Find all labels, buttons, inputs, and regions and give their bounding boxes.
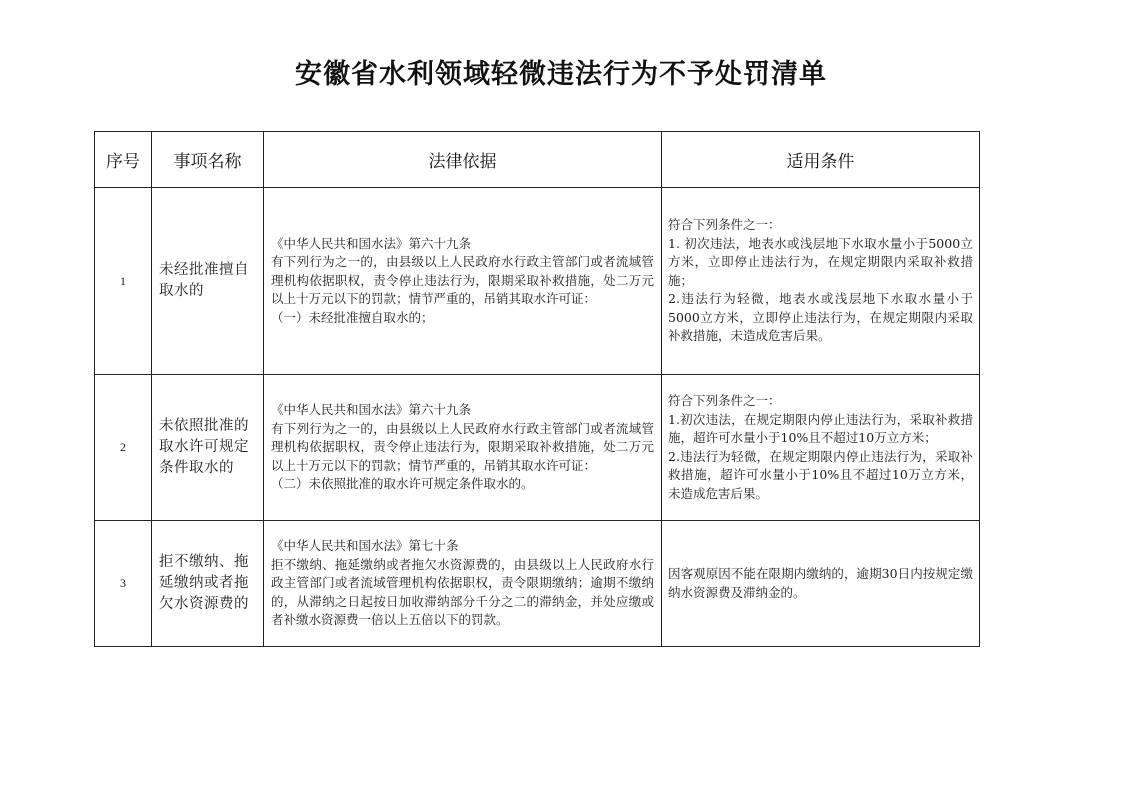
condition-item: 2.违法行为轻微，在规定期限内停止违法行为，采取补救措施，超许可水量小于10%且不超过10万立方米，未造成危害后果。	[668, 448, 973, 501]
table-row	[95, 521, 980, 647]
law-text: 有下列行为之一的，由县级以上人民政府水行政主管部门或者流域管理机构依据职权，责令停止违法行为，限期采取补救措施，处二万元以上十万元以下的罚款；情节严重的，吊销其取水许可证：	[271, 254, 654, 307]
condition-intro: 符合下列条件之一：	[668, 217, 781, 233]
row-seq: 3	[95, 521, 152, 647]
law-citation: 《中华人民共和国水法》第六十九条	[271, 402, 472, 418]
law-citation: 《中华人民共和国水法》第六十九条	[271, 235, 472, 251]
table-row	[95, 188, 980, 375]
row-conditions	[662, 375, 980, 521]
law-text: 拒不缴纳、拖延缴纳或者拖欠水资源费的，由县级以上人民政府水行政主管部门或者流域管理机构依据职权，责令限期缴纳；逾期不缴纳的，从滞纳之日起按日加收滞纳部分千分之二的滞纳金，并处应缴或者补缴水资源费一倍以上五倍以下的罚款。	[271, 556, 654, 628]
page-title: 安徽省水利领域轻微违法行为不予处罚清单	[295, 59, 827, 90]
header-applicable-conditions: 适用条件	[662, 132, 980, 188]
row-item-name: 拒不缴纳、拖延缴纳或者拖欠水资源费的	[152, 521, 264, 647]
header-legal-basis: 法律依据	[264, 132, 662, 188]
table-header-row	[95, 132, 980, 188]
row-conditions	[662, 188, 980, 375]
row-conditions	[662, 521, 980, 647]
row-item-name: 未依照批准的取水许可规定条件取水的	[152, 375, 264, 521]
condition-item: 2.违法行为轻微，地表水或浅层地下水取水量小于5000立方米，立即停止违法行为，在规定期限内采取补救措施，未造成危害后果。	[668, 291, 973, 344]
row-legal-basis	[264, 188, 662, 375]
row-seq: 1	[95, 188, 152, 375]
law-clause: （一）未经批准擅自取水的；	[271, 309, 434, 325]
law-text: 有下列行为之一的，由县级以上人民政府水行政主管部门或者流域管理机构依据职权，责令停止违法行为，限期采取补救措施，处二万元以上十万元以下的罚款；情节严重的，吊销其取水许可证：	[271, 420, 654, 473]
row-legal-basis	[264, 521, 662, 647]
penalty-exemption-table	[94, 131, 980, 647]
condition-item: 1.初次违法，在规定期限内停止违法行为，采取补救措施，超许可水量小于10%且不超过10万立方米；	[668, 411, 973, 445]
row-seq: 2	[95, 375, 152, 521]
header-item-name: 事项名称	[152, 132, 264, 188]
condition-item: 1. 初次违法，地表水或浅层地下水取水量小于5000立方米，立即停止违法行为，在规定期限内采取补救措施；	[668, 235, 973, 288]
table-row	[95, 375, 980, 521]
law-clause: （二）未依照批准的取水许可规定条件取水的。	[271, 476, 534, 492]
condition-item: 因客观原因不能在限期内缴纳的，逾期30日内按规定缴纳水资源费及滞纳金的。	[668, 566, 973, 600]
condition-intro: 符合下列条件之一：	[668, 393, 781, 408]
law-citation: 《中华人民共和国水法》第七十条	[271, 538, 459, 554]
row-legal-basis	[264, 375, 662, 521]
header-seq: 序号	[95, 132, 152, 188]
row-item-name: 未经批准擅自取水的	[152, 188, 264, 375]
